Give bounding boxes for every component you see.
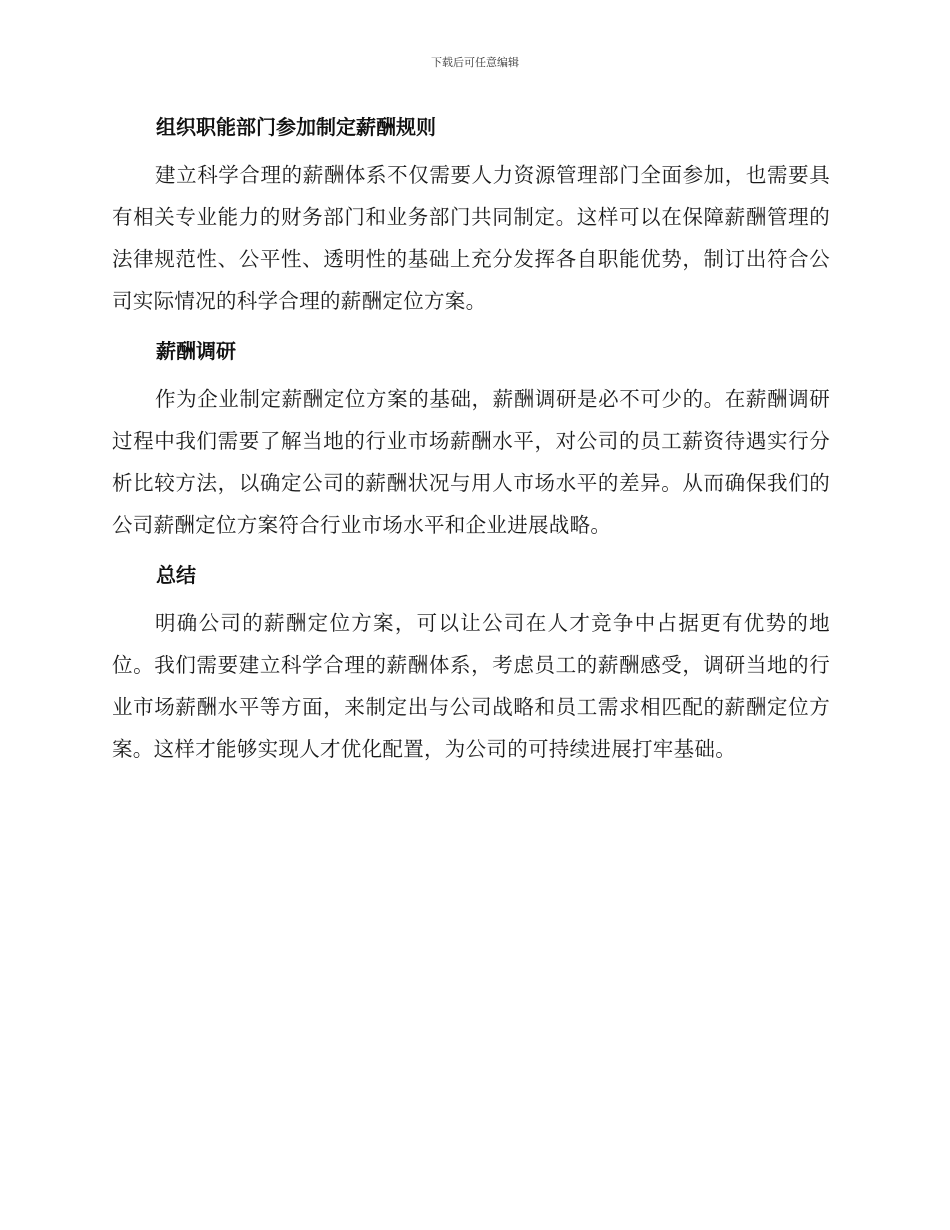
page-header-note: 下载后可任意编辑 [431,56,519,69]
section-paragraph-2: 作为企业制定薪酬定位方案的基础，薪酬调研是必不可少的。在薪酬调研过程中我们需要了解当地的行业市场薪酬水平，对公司的员工薪资待遇实行分析比较方法，以确定公司的薪酬状况与用人市场水平的差异。从而确保我们的公司薪酬定位方案符合行业市场水平和企业进展战略。 [112,387,830,537]
section-paragraph-3: 明确公司的薪酬定位方案，可以让公司在人才竞争中占据更有优势的地位。我们需要建立科学合理的薪酬体系，考虑员工的薪酬感受，调研当地的行业市场薪酬水平等方面，来制定出与公司战略和员工需求相匹配的薪酬定位方案。这样才能够实现人才优化配置，为公司的可持续进展打牢基础。 [112,611,830,761]
section-heading-2: 薪酬调研 [156,339,236,363]
section-heading-1: 组织职能部门参加制定薪酬规则 [156,115,436,139]
section-heading-3: 总结 [156,563,196,587]
section-paragraph-1: 建立科学合理的薪酬体系不仅需要人力资源管理部门全面参加，也需要具有相关专业能力的财务部门和业务部门共同制定。这样可以在保障薪酬管理的法律规范性、公平性、透明性的基础上充分发挥各自职能优势，制订出符合公司实际情况的科学合理的薪酬定位方案。 [112,163,830,313]
document-body [112,112,830,770]
